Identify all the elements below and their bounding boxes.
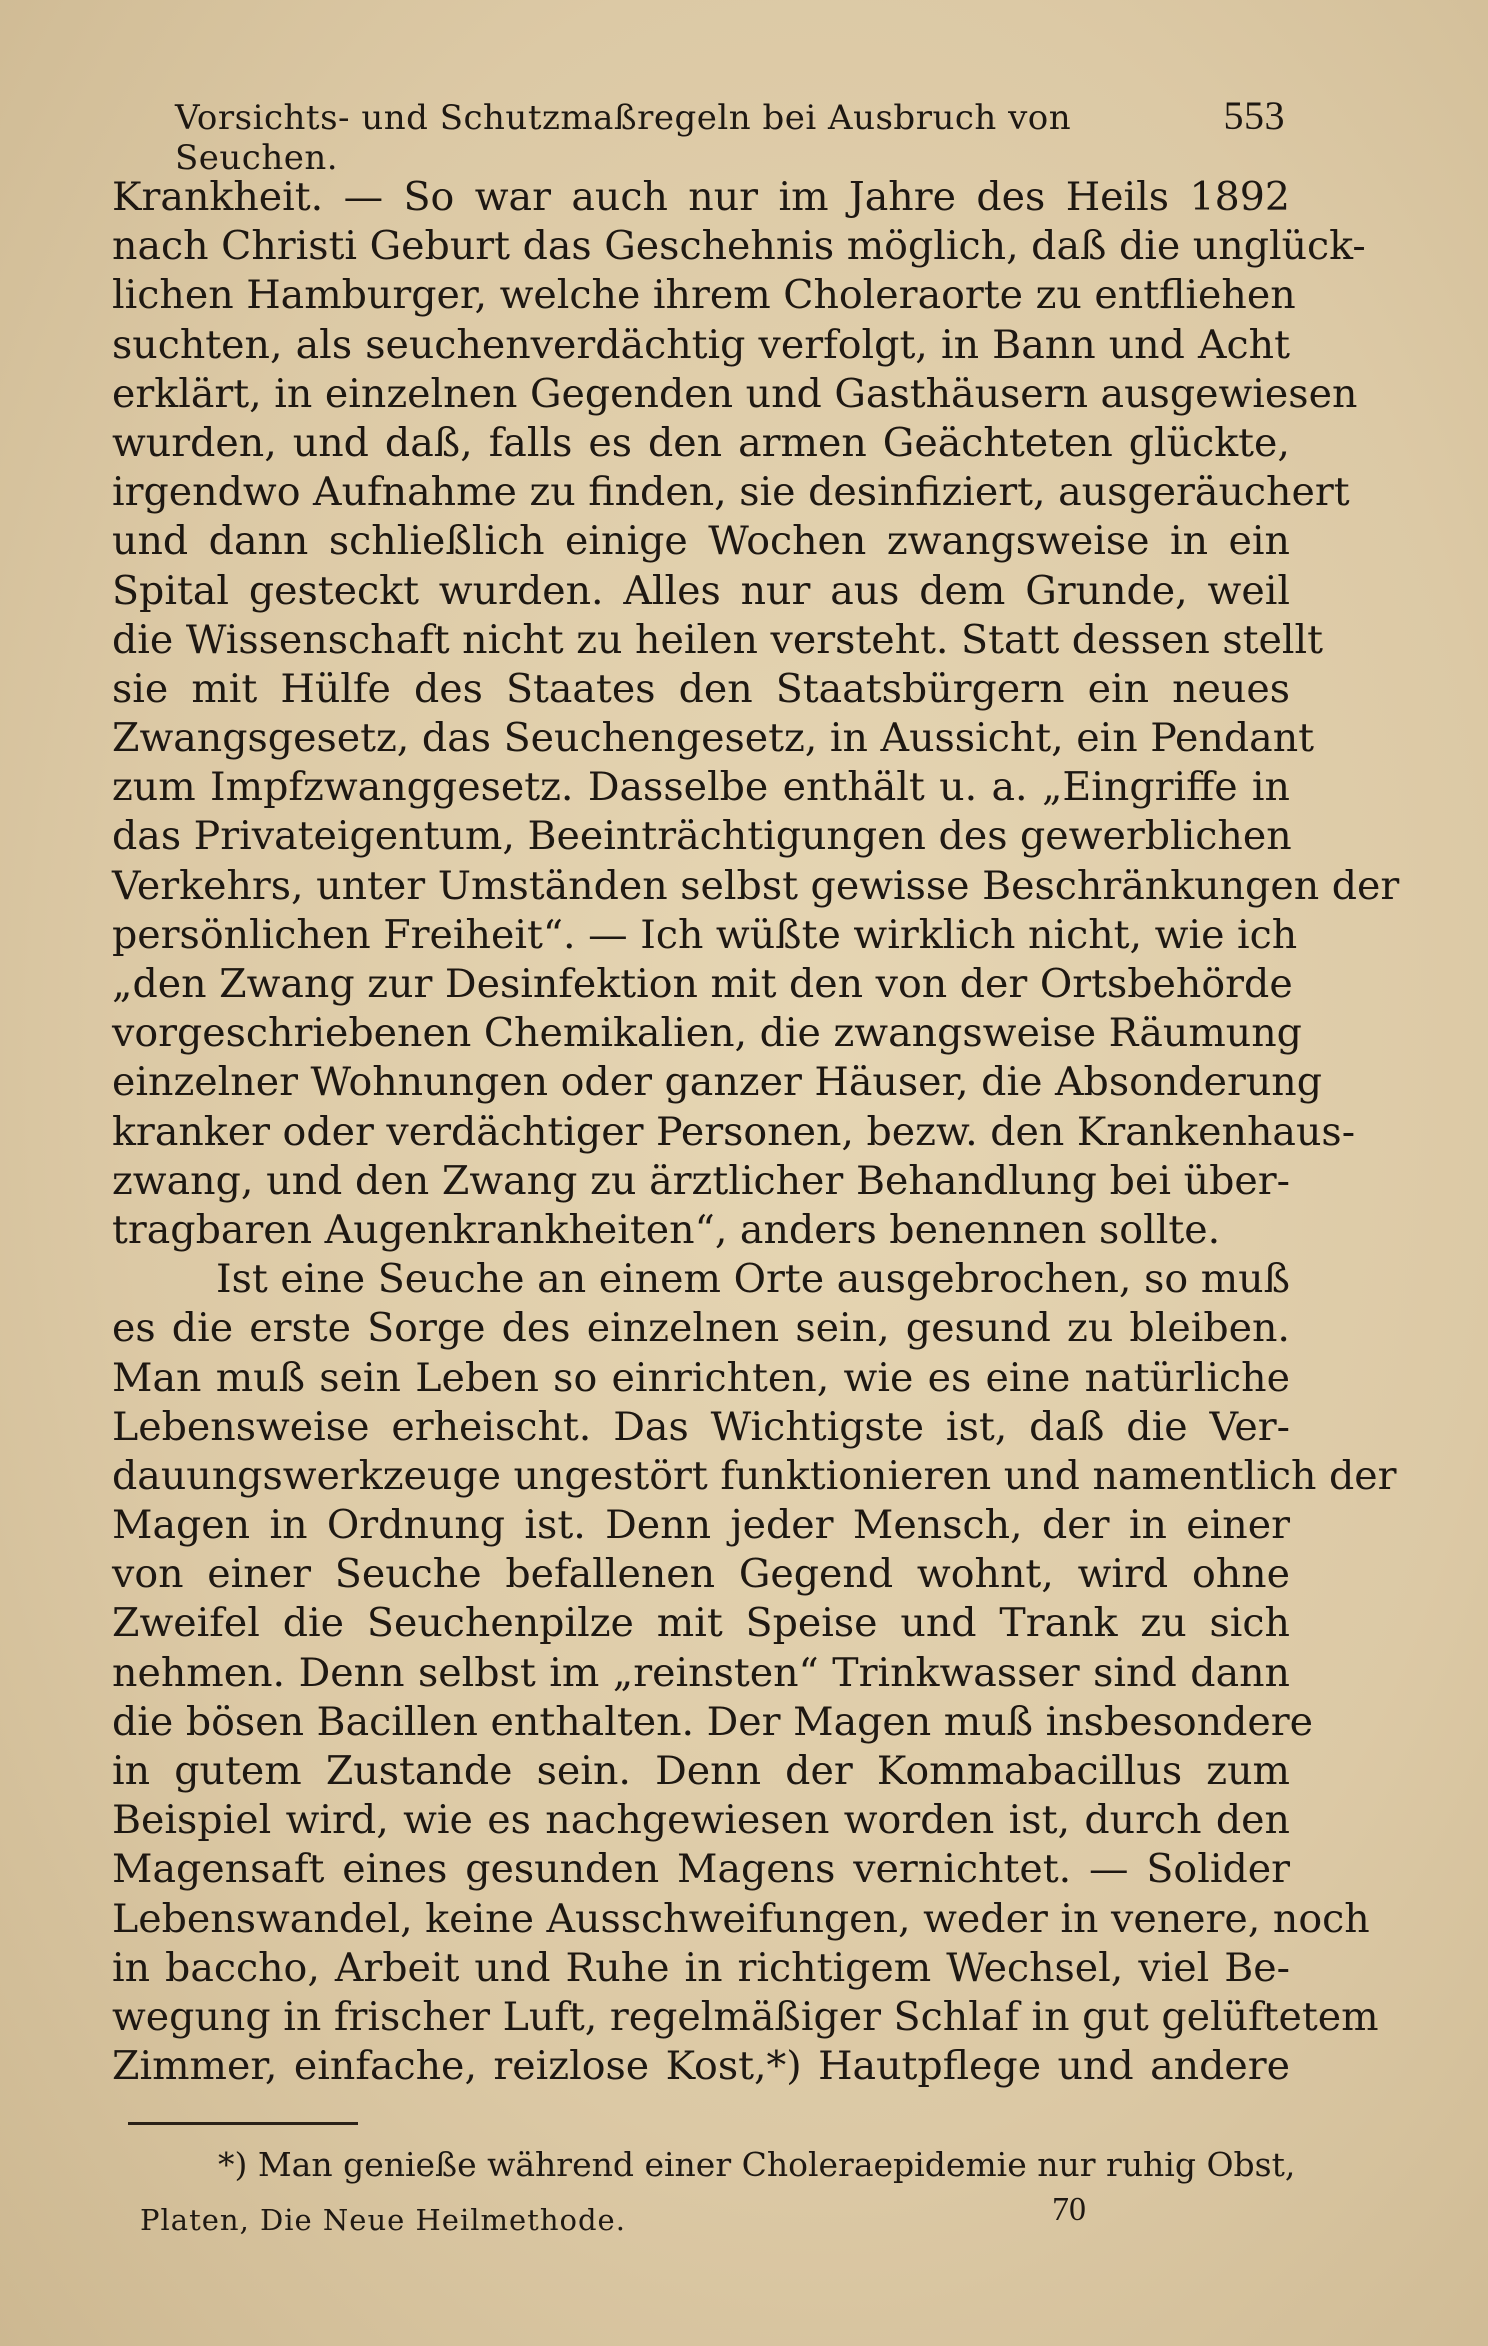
text-line: erklärt, in einzelnen Gegenden und Gasthäusern ausgewiesen <box>112 370 1358 417</box>
text-line: Verkehrs, unter Umständen selbst gewisse Beschränkungen der <box>112 862 1400 909</box>
text-line: nach Christi Geburt das Geschehnis möglich, daß die unglück- <box>112 223 1366 270</box>
text-line: Magensaft eines gesunden Magens vernichtet. — Solider <box>112 1846 1290 1893</box>
text-line: Spital gesteckt wurden. Alles nur aus dem Grunde, weil <box>112 567 1290 614</box>
text-line: Krankheit. — So war auch nur im Jahre des Heils 1892 <box>112 174 1290 220</box>
text-line: kranker oder verdächtiger Personen, bezw. den Krankenhaus- <box>112 1108 1356 1155</box>
text-line: Magen in Ordnung ist. Denn jeder Mensch, der in einer <box>112 1502 1290 1549</box>
sheet-signature-number: 70 <box>1052 2191 1086 2228</box>
paragraph-start-line: Ist eine Seuche an einem Orte ausgebrochen, so muß <box>216 1256 1290 1303</box>
text-line: zum Impfzwanggesetz. Dasselbe enthält u. a. „Eingriffe in <box>112 764 1290 811</box>
text-line: tragbaren Augenkrankheiten“, anders benennen sollte. <box>112 1206 1221 1253</box>
footnote-divider <box>128 2122 358 2125</box>
text-line: vorgeschriebenen Chemikalien, die zwangsweise Räumung <box>112 1010 1302 1057</box>
text-line: in gutem Zustande sein. Denn der Kommabacillus zum <box>112 1748 1290 1794</box>
text-line: in baccho, Arbeit und Ruhe in richtigem Wechsel, viel Be- <box>112 1944 1290 1991</box>
text-line: Zweifel die Seuchenpilze mit Speise und Trank zu sich <box>112 1600 1290 1647</box>
text-line: und dann schließlich einige Wochen zwangsweise in ein <box>112 518 1290 565</box>
text-line: Zimmer, einfache, reizlose Kost,*) Hautpflege und andere <box>112 2043 1290 2090</box>
running-title: Vorsichts- und Schutzmaßregeln bei Ausbruch von Seuchen. <box>175 98 1072 178</box>
text-line: Beispiel wird, wie es nachgewiesen worden ist, durch den <box>112 1797 1290 1844</box>
text-line: Lebenswandel, keine Ausschweifungen, weder in venere, noch <box>112 1895 1370 1942</box>
text-line: die bösen Bacillen enthalten. Der Magen muß insbesondere <box>112 1698 1314 1745</box>
body-text <box>112 173 1400 2091</box>
text-line: einzelner Wohnungen oder ganzer Häuser, die Absonderung <box>112 1059 1323 1106</box>
text-line: zwang, und den Zwang zu ärztlicher Behandlung bei über- <box>112 1157 1290 1204</box>
text-line: irgendwo Aufnahme zu finden, sie desinfiziert, ausgeräuchert <box>112 469 1350 516</box>
text-line: wurden, und daß, falls es den armen Geächteten glückte, <box>112 419 1290 466</box>
text-line: Lebensweise erheischt. Das Wichtigste ist, daß die Ver- <box>112 1403 1290 1450</box>
text-line: wegung in frischer Luft, regelmäßiger Schlaf in gut gelüftetem <box>112 1993 1379 2040</box>
page-footer <box>140 2191 1140 2241</box>
text-line: von einer Seuche befallenen Gegend wohnt, wird ohne <box>112 1551 1290 1598</box>
text-line: die Wissenschaft nicht zu heilen versteht. Statt dessen stellt <box>112 616 1324 663</box>
page-number: 553 <box>1223 93 1285 138</box>
book-imprint: Platen, Die Neue Heilmethode. <box>140 2203 626 2237</box>
text-line: das Privateigentum, Beeinträchtigungen des gewerblichen <box>112 813 1292 860</box>
page-header <box>175 92 1285 178</box>
text-line: lichen Hamburger, welche ihrem Choleraorte zu entfliehen <box>112 272 1296 319</box>
text-line: nehmen. Denn selbst im „reinsten“ Trinkwasser sind dann <box>112 1649 1290 1696</box>
text-line: sie mit Hülfe des Staates den Staatsbürgern ein neues <box>112 665 1290 712</box>
text-line: Zwangsgesetz, das Seuchengesetz, in Aussicht, ein Pendant <box>112 715 1315 762</box>
text-line: dauungswerkzeuge ungestört funktionieren und namentlich der <box>112 1452 1397 1499</box>
text-line: „den Zwang zur Desinfektion mit den von der Ortsbehörde <box>112 961 1293 1007</box>
text-line: suchten, als seuchenverdächtig verfolgt, in Bann und Acht <box>112 321 1290 368</box>
text-line: es die erste Sorge des einzelnen sein, gesund zu bleiben. <box>112 1305 1290 1352</box>
text-line: persönlichen Freiheit“. — Ich wüßte wirklich nicht, wie ich <box>112 911 1298 958</box>
footnote: *) Man genieße während einer Choleraepidemie nur ruhig Obst, <box>218 2145 1296 2184</box>
text-line: Man muß sein Leben so einrichten, wie es eine natürliche <box>112 1354 1290 1401</box>
